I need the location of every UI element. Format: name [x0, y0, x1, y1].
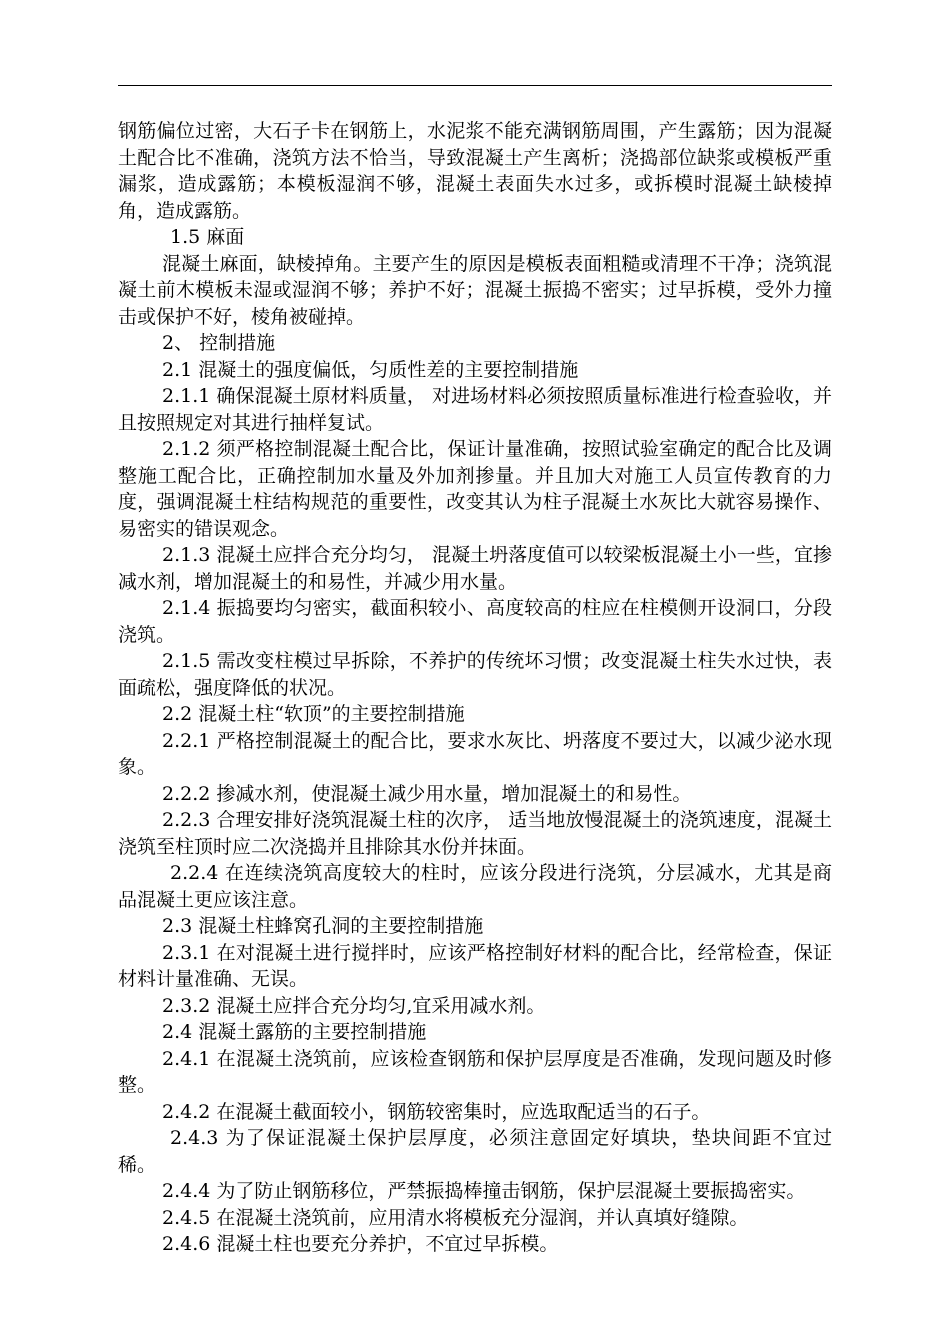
paragraph-2-4-4: 2.4.4 为了防止钢筋移位，严禁振捣棒撞击钢筋，保护层混凝土要振捣密实。: [162, 1180, 806, 1202]
paragraph-2-2-4: 2.2.4 在连续浇筑高度较大的柱时，应该分段进行浇筑，分层减水，尤其是商品混凝土更应该注意。: [118, 862, 832, 911]
paragraph-2-4-6: 2.4.6 混凝土柱也要充分养护，不宜过早拆模。: [162, 1233, 559, 1255]
section-heading-2-2: 2.2 混凝土柱“软顶”的主要控制措施: [162, 703, 465, 725]
paragraph-2-3-1: 2.3.1 在对混凝土进行搅拌时，应该严格控制好材料的配合比，经常检查，保证材料计量准确、无误。: [118, 941, 832, 990]
paragraph-2-2-3: 2.2.3 合理安排好浇筑混凝土柱的次序， 适当地放慢混凝土的浇筑速度，混凝土浇筑至柱顶时应二次浇捣并且排除其水份并抹面。: [118, 809, 832, 858]
paragraph-2-3-2: 2.3.2 混凝土应拌合充分均匀,宜采用减水剂。: [162, 994, 546, 1017]
paragraph-2-2-1: 2.2.1 严格控制混凝土的配合比，要求水灰比、坍落度不要过大，以减少泌水现象。: [118, 729, 832, 778]
paragraph-2-1-5: 2.1.5 需改变柱模过早拆除，不养护的传统坏习惯；改变混凝土柱失水过快，表面疏松，强度降低的状况。: [118, 650, 832, 699]
header-rule: [118, 85, 832, 86]
paragraph-2-1-4: 2.1.4 振捣要均匀密实，截面积较小、高度较高的柱应在柱模侧开设洞口，分段浇筑。: [118, 597, 832, 646]
paragraph-2-1-3: 2.1.3 混凝土应拌合充分均匀， 混凝土坍落度值可以较梁板混凝土小一些，宜掺减水剂，增加混凝土的和易性，并减少用水量。: [118, 544, 832, 593]
section-heading-2-1: 2.1 混凝土的强度偏低，匀质性差的主要控制措施: [162, 358, 579, 381]
section-heading-1-5: 1.5 麻面: [170, 226, 245, 248]
section-heading-2-4: 2.4 混凝土露筋的主要控制措施: [162, 1021, 427, 1043]
section-heading-2-3: 2.3 混凝土柱蜂窝孔洞的主要控制措施: [162, 915, 484, 937]
paragraph-pitting: 混凝土麻面，缺棱掉角。主要产生的原因是模板表面粗糙或清理不干净；浇筑混凝土前木模板未湿或湿润不够；养护不好；混凝土振捣不密实；过早拆模，受外力撞击或保护不好，棱角被碰掉。: [118, 252, 832, 328]
paragraph-2-4-1: 2.4.1 在混凝土浇筑前，应该检查钢筋和保护层厚度是否准确，发现问题及时修整。: [118, 1047, 832, 1096]
paragraph-2-1-1: 2.1.1 确保混凝土原材料质量， 对进场材料必须按照质量标准进行检查验收，并且按照规定对其进行抽样复试。: [118, 385, 832, 434]
paragraph-1: 钢筋偏位过密，大石子卡在钢筋上，水泥浆不能充满钢筋周围，产生露筋；因为混凝土配合比不准确，浇筑方法不恰当，导致混凝土产生离析；浇捣部位缺浆或模板严重漏浆，造成露筋；本模板湿润不够，混凝土表面失水过多，或拆模时混凝土缺棱掉角，造成露筋。: [118, 120, 832, 222]
section-heading-2: 2、 控制措施: [162, 332, 276, 354]
paragraph-2-4-5: 2.4.5 在混凝土浇筑前，应用清水将模板充分湿润，并认真填好缝隙。: [162, 1206, 749, 1229]
paragraph-2-4-2: 2.4.2 在混凝土截面较小，钢筋较密集时，应选取配适当的石子。: [162, 1100, 711, 1123]
paragraph-2-4-3: 2.4.3 为了保证混凝土保护层厚度，必须注意固定好填块，垫块间距不宜过稀。: [118, 1127, 832, 1176]
document-body: [118, 118, 832, 1258]
paragraph-2-1-2: 2.1.2 须严格控制混凝土配合比，保证计量准确，按照试验室确定的配合比及调整施工配合比，正确控制加水量及外加剂掺量。并且加大对施工人员宣传教育的力度，强调混凝土柱结构规范的重要性，改变其认为柱子混凝土水灰比大就容易操作、易密实的错误观念。: [118, 438, 832, 540]
paragraph-2-2-2: 2.2.2 掺减水剂，使混凝土减少用水量，增加混凝土的和易性。: [162, 782, 692, 805]
